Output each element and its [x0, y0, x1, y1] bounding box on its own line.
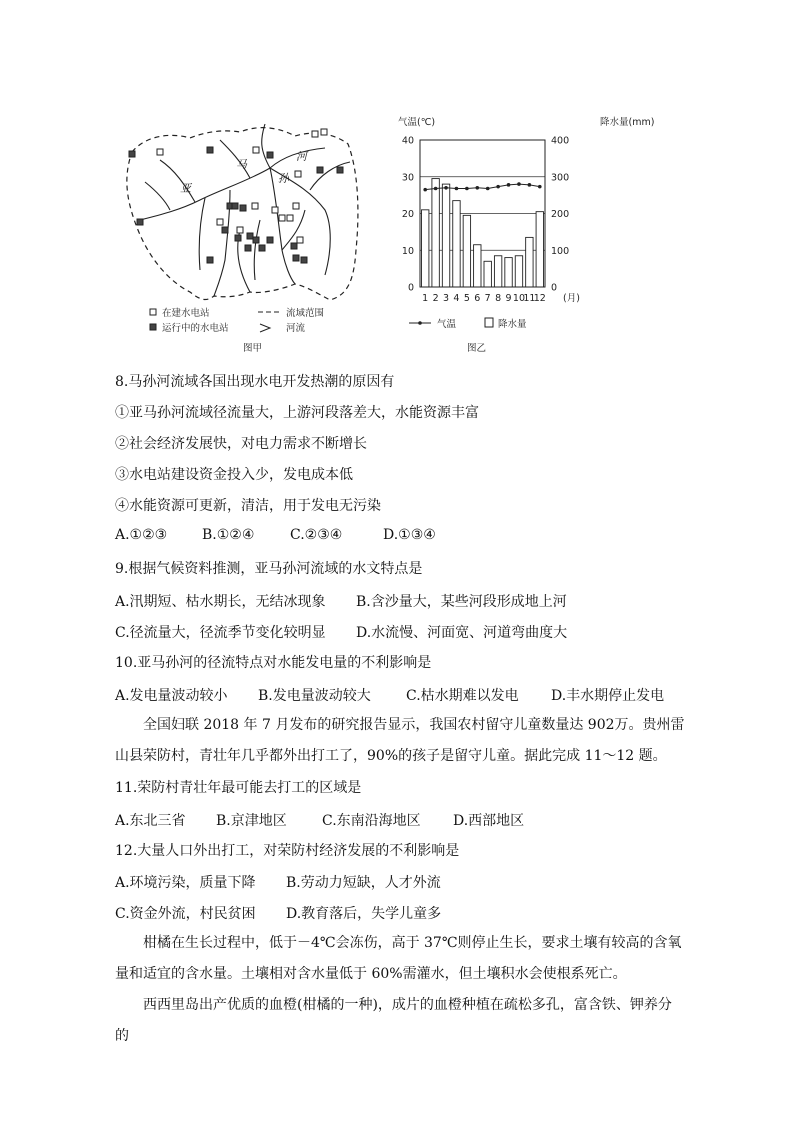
station-operating	[207, 147, 213, 153]
q9-option-d[interactable]: D.水流慢、河面宽、河道弯曲度大	[356, 625, 568, 641]
x-tick: 4	[453, 293, 460, 304]
station-operating	[293, 255, 299, 261]
station-operating	[240, 205, 246, 211]
x-tick: 2	[432, 293, 439, 304]
q8-option-d[interactable]: D.①③④	[383, 527, 436, 543]
y-left-tick: 30	[401, 172, 414, 184]
q10-option-a[interactable]: A.发电量波动较小	[115, 688, 228, 704]
station-under-construction	[252, 203, 258, 209]
station-under-construction	[312, 131, 318, 137]
q10-option-b[interactable]: B.发电量波动较大	[258, 688, 371, 704]
station-operating	[253, 237, 259, 243]
q8-item-4: ④水能资源可更新，清洁，用于发电无污染	[115, 498, 381, 514]
temp-point	[507, 183, 511, 187]
x-tick: 1	[422, 293, 429, 304]
legend-temp-dot	[418, 321, 422, 325]
x-tick: 10	[512, 293, 526, 304]
q12-stem: 12.大量人口外出打工，对荣防村经济发展的不利影响是	[115, 843, 460, 859]
station-under-construction	[279, 215, 285, 221]
x-unit: (月)	[563, 293, 580, 304]
q8-item-3: ③水电站建设资金投入少，发电成本低	[115, 467, 353, 483]
q12-option-c[interactable]: C.资金外流，村民贫困	[115, 906, 256, 922]
precip-bar	[442, 184, 449, 287]
q10-stem: 10.亚马孙河的径流特点对水能发电量的不利影响是	[115, 655, 432, 671]
q11-stem: 11.荣防村青壮年最可能去打工的区域是	[115, 780, 362, 796]
station-under-construction	[287, 215, 293, 221]
station-under-construction	[237, 227, 243, 233]
precip-bar	[474, 245, 481, 287]
station-operating	[235, 235, 241, 241]
q9-option-c[interactable]: C.径流量大，径流季节变化较明显	[115, 625, 326, 641]
temp-line	[423, 182, 541, 191]
legend-construction-symbol	[150, 309, 156, 315]
station-operating	[267, 237, 273, 243]
precip-bar	[484, 261, 491, 287]
y-left-tick: 10	[401, 245, 414, 257]
x-tick: 8	[495, 293, 502, 304]
temp-point	[434, 187, 438, 191]
y-right-tick: 0	[551, 282, 558, 294]
x-tick: 3	[443, 293, 450, 304]
temp-point	[475, 186, 479, 190]
q9-option-b[interactable]: B.含沙量大，某些河段形成地上河	[356, 594, 567, 610]
precip-bar	[536, 212, 543, 287]
precip-bar	[494, 256, 501, 287]
temp-point	[444, 186, 448, 190]
figure-b-caption: 图乙	[467, 343, 487, 354]
temp-point	[538, 185, 542, 189]
q11-option-c[interactable]: C.东南沿海地区	[322, 813, 421, 829]
precip-bar	[463, 215, 470, 287]
y-right-tick: 200	[551, 209, 570, 220]
q12-option-b[interactable]: B.劳动力短缺，人才外流	[286, 875, 441, 891]
temp-point	[455, 187, 459, 191]
temp-point	[496, 185, 500, 189]
q8-option-c[interactable]: C.②③④	[290, 527, 343, 543]
station-under-construction	[321, 129, 327, 135]
station-under-construction	[253, 147, 259, 153]
station-operating	[245, 245, 251, 251]
legend-boundary: 流域范围	[286, 308, 325, 319]
legend-construction: 在建水电站	[162, 308, 210, 319]
y-right-tick: 400	[551, 135, 570, 147]
q8-item-2: ②社会经济发展快，对电力需求不断增长	[115, 436, 367, 452]
station-operating	[232, 203, 238, 209]
x-tick: 12	[533, 293, 546, 304]
climate-chart	[395, 110, 700, 360]
y-left-label: 气温(℃)	[398, 117, 436, 128]
label-he	[296, 150, 309, 163]
y-right-tick: 100	[551, 245, 570, 257]
station-operating	[267, 152, 273, 158]
q9-option-a[interactable]: A.汛期短、枯水期长，无结冰现象	[115, 594, 326, 610]
precip-bar	[422, 210, 429, 287]
q11-option-b[interactable]: B.京津地区	[216, 813, 287, 829]
figures	[110, 110, 700, 360]
legend-operating: 运行中的水电站	[162, 323, 229, 334]
q11-option-a[interactable]: A.东北三省	[115, 813, 186, 829]
y-right-label: 降水量(mm)	[600, 117, 655, 128]
legend-precip: 降水量	[498, 319, 527, 330]
svg-text:河: 河	[296, 150, 307, 163]
temp-point	[528, 183, 532, 187]
temp-point	[517, 182, 521, 186]
precip-bars	[422, 179, 544, 287]
svg-text:孙: 孙	[278, 172, 289, 185]
legend-precip-swatch	[485, 318, 493, 327]
q8-option-b[interactable]: B.①②④	[202, 527, 255, 543]
x-tick: 11	[523, 293, 536, 304]
station-under-construction	[157, 149, 163, 155]
temp-point	[465, 187, 469, 191]
legend-operating-symbol	[150, 324, 156, 330]
station-operating	[337, 167, 343, 173]
passage-left-behind-children: 全国妇联 2018 年 7 月发布的研究报告显示，我国农村留守儿童数量达 902万。贵州雷山县荣防村，青壮年几乎都外出打工了，90%的孩子是留守儿童。据此完成 11～12 题。	[115, 717, 685, 764]
passage-citrus: 柑橘在生长过程中，低于－4℃会冻伤，高于 37℃则停止生长，要求土壤有较高的含氧量和适宜的含水量。土壤相对含水量低于 60%需灌水，但土壤积水会使根系死亡。	[115, 935, 682, 982]
legend-temp: 气温	[437, 319, 457, 330]
x-tick: 9	[505, 293, 512, 304]
station-operating	[259, 245, 265, 251]
temp-point	[423, 188, 427, 192]
y-left-tick: 20	[401, 209, 414, 220]
figure-a-caption: 图甲	[243, 343, 263, 354]
q10-option-c[interactable]: C.枯水期难以发电	[406, 688, 519, 704]
q10-option-d[interactable]: D.丰水期停止发电	[551, 688, 665, 704]
svg-text:亚: 亚	[180, 182, 191, 195]
svg-text:马: 马	[236, 158, 247, 171]
station-operating	[207, 257, 213, 263]
basin-map	[110, 110, 390, 360]
passage-sicily: 西西里岛出产优质的血橙(柑橘的一种)，成片的血橙种植在疏松多孔，富含铁、钾养分的	[115, 997, 672, 1044]
q12-option-a[interactable]: A.环境污染，质量下降	[115, 875, 256, 891]
station-operating	[222, 227, 228, 233]
station-operating	[301, 257, 307, 263]
precip-bar	[432, 179, 439, 287]
station-under-construction	[297, 237, 303, 243]
y-left-tick: 0	[407, 282, 414, 294]
x-tick: 5	[463, 293, 470, 304]
precip-bar	[526, 237, 533, 287]
station-operating	[247, 233, 253, 239]
station-under-construction	[272, 207, 278, 213]
q8-option-a[interactable]: A.①②③	[115, 527, 168, 543]
legend-river: 河流	[286, 323, 306, 334]
station-under-construction	[295, 171, 301, 177]
station-operating	[291, 243, 297, 249]
q8-item-1: ①亚马孙河流域径流量大，上游河段落差大，水能资源丰富	[115, 405, 479, 421]
q8-stem: 8.马孙河流域各国出现水电开发热潮的原因有	[115, 374, 395, 390]
legend-river-symbol	[260, 324, 270, 332]
station-operating	[129, 151, 135, 157]
label-sun	[278, 172, 290, 185]
x-tick: 7	[484, 293, 491, 304]
q12-option-d[interactable]: D.教育落后，失学儿童多	[286, 906, 442, 922]
station-under-construction	[217, 219, 223, 225]
label-ya	[180, 182, 193, 195]
y-left-tick: 40	[401, 135, 414, 147]
x-tick: 6	[474, 293, 481, 304]
label-ma	[236, 158, 248, 171]
station-under-construction	[293, 203, 299, 209]
temp-point	[486, 187, 490, 191]
q11-option-d[interactable]: D.西部地区	[453, 813, 525, 829]
hydropower-stations	[129, 129, 343, 263]
precip-bar	[515, 256, 522, 287]
y-right-tick: 300	[551, 172, 570, 184]
precip-bar	[505, 258, 512, 287]
station-operating	[137, 219, 143, 225]
station-operating	[317, 167, 323, 173]
precip-bar	[453, 201, 460, 287]
q9-stem: 9.根据气候资料推测，亚马孙河流域的水文特点是	[115, 561, 423, 577]
